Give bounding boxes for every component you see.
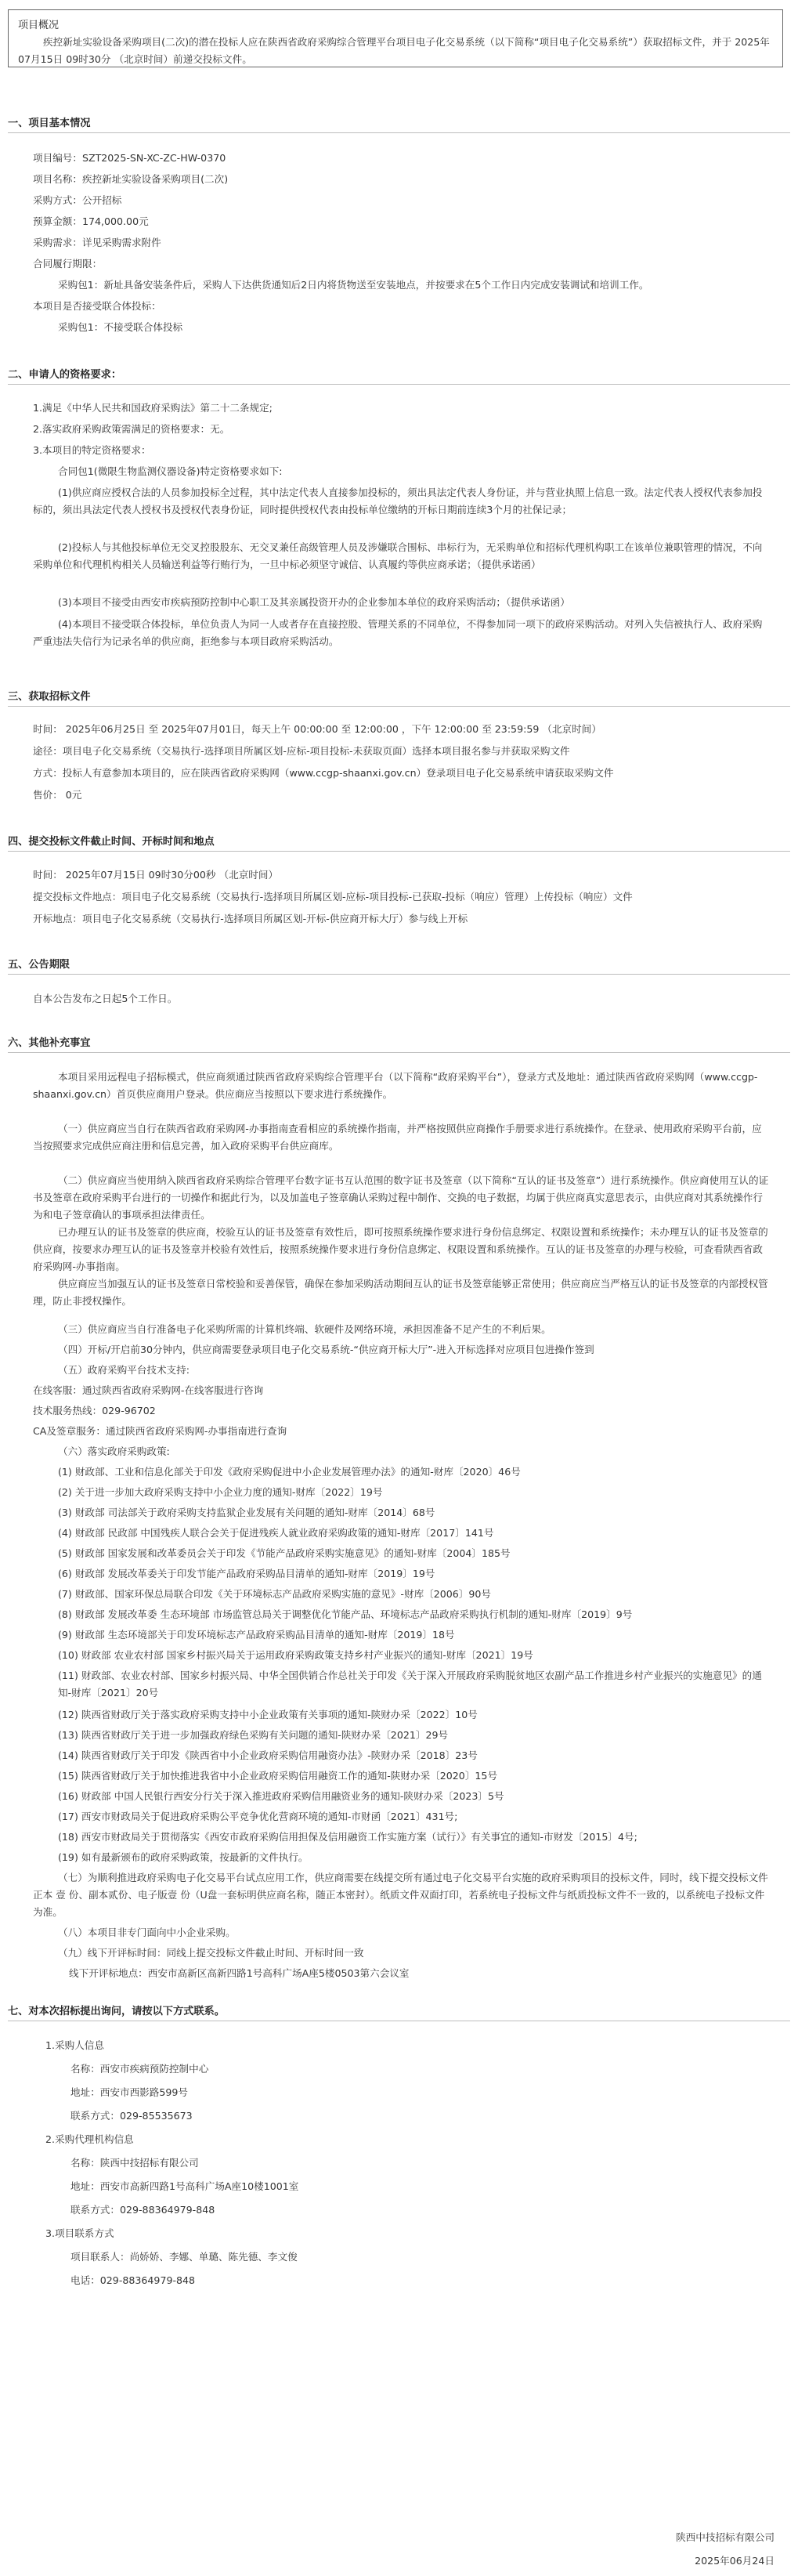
project-contact-phone: 电话：029-88364979-848: [70, 2274, 196, 2286]
support-hotline: 技术服务热线：029-96702: [33, 1405, 156, 1416]
other-paragraph: （七）为顺利推进政府采购电子化交易平台试点应用工作，供应商需要在线提交所有通过电子化交易平台实施的政府采购项目的投标文件，同时，线下提交投标文件正本 壹 份、副本贰份、电子版壹 份（U盘一套标明供应商名称，随正本密封）。纸质文件双面打印，若系统电子投标文件与纸质投标文件不一致的，以系统电子投标文件为准。: [33, 1872, 768, 1918]
agency-address: 地址：西安市高新四路1号高科广场A座10楼1001室: [70, 2180, 299, 2192]
policy-item: (14) 陕西省财政厅关于印发《陕西省中小企业政府采购信用融资办法》-陕财办采〔2018〕23号: [58, 1749, 478, 1761]
policy-item: (11) 财政部、农业农村部、国家乡村振兴局、中华全国供销合作总社关于印发《关于深入开展政府采购脱贫地区农副产品工作推进乡村产业振兴的实施意见》的通知-财库〔2021〕20号: [58, 1670, 762, 1699]
section-divider: [8, 132, 790, 133]
policy-item: (13) 陕西省财政厅关于进一步加强政府绿色采购有关问题的通知-陕财办采〔2021〕29号: [58, 1729, 449, 1741]
section-heading-deadline: 四、提交投标文件截止时间、开标时间和地点: [8, 836, 215, 848]
section-heading-basic-info: 一、项目基本情况: [8, 118, 91, 129]
section-heading-contacts: 七、对本次招标提出询问，请按以下方式联系。: [8, 2006, 225, 2017]
policy-item: (17) 西安市财政局关于促进政府采购公平竞争优化营商环境的通知-市财函〔2021〕431号;: [58, 1811, 458, 1822]
contract-period-label: 合同履行期限：: [33, 258, 103, 270]
contract-period-value: 采购包1：新址具备安装条件后，采购人下达供货通知后2日内将货物送至安装地点，并按要求在5个工作日内完成安装调试和培训工作。: [58, 279, 649, 291]
other-paragraph: 供应商应当加强互认的证书及签章日常校验和妥善保管，确保在参加采购活动期间互认的证书及签章能够正常使用；供应商应当严格互认的证书及签章的内部授权管理，防止非授权操作。: [33, 1278, 768, 1307]
other-line: （八）本项目非专门面向中小企业采购。: [58, 1927, 236, 1938]
section-heading-notice-period: 五、公告期限: [8, 959, 70, 971]
section-divider: [8, 974, 790, 975]
qualification-paragraph: (4)本项目不接受联合体投标，单位负责人为同一人或者存在直接控股、管理关系的不同单位，不得参加同一项下的政府采购活动。对列入失信被执行人、政府采购严重违法失信行为记录名单的供应商，拒绝参与本项目政府采购活动。: [33, 618, 763, 647]
document-price: 售价： 0元: [33, 789, 82, 801]
agency-name: 名称：陕西中技招标有限公司: [70, 2157, 199, 2169]
policy-item: (18) 西安市财政局关于贯彻落实《西安市政府采购信用担保及信用融资工作实施方案（试行）》有关事宜的通知-市财发〔2015〕4号;: [58, 1831, 637, 1843]
project-name: 项目名称：疾控新址实验设备采购项目(二次): [33, 173, 229, 185]
qualification-line: 2.落实政府采购政策需满足的资格要求：无。: [33, 423, 230, 435]
policy-heading: （六）落实政府采购政策:: [58, 1445, 170, 1457]
policy-item: (10) 财政部 农业农村部 国家乡村振兴局关于运用政府采购政策支持乡村产业振兴的通知-财库〔2021〕19号: [58, 1649, 533, 1661]
project-number: 项目编号：SZT2025-SN-XC-ZC-HW-0370: [33, 152, 226, 164]
obtain-channel: 途径：项目电子化交易系统（交易执行-选择项目所属区划-应标-项目投标-未获取页面）选择本项目报名参与并获取采购文件: [33, 745, 570, 757]
footer-organization: 陕西中技招标有限公司: [676, 2531, 775, 2543]
policy-item: (7) 财政部、国家环保总局联合印发《关于环境标志产品政府采购实施的意见》-财库〔2006〕90号: [58, 1588, 492, 1600]
other-paragraph: 本项目采用远程电子招标模式，供应商须通过陕西省政府采购综合管理平台（以下简称“政府采购平台”），登录方式及地址：通过陕西省政府采购网（www.ccgp-shaanxi.gov.cn）首页供应商用户登录。供应商应当按照以下要求进行系统操作。: [33, 1071, 758, 1100]
other-paragraph: （一）供应商应当自行在陕西省政府采购网-办事指南查看相应的系统操作指南，并严格按照供应商操作手册要求进行系统操作。在登录、使用政府采购平台前，应当按照要求完成供应商注册和信息完善，加入政府采购平台供应商库。: [33, 1123, 762, 1152]
opening-location: 开标地点：项目电子化交易系统（交易执行-选择项目所属区划-开标-供应商开标大厅）参与线上开标: [33, 913, 468, 924]
procurement-method: 采购方式：公开招标: [33, 194, 122, 206]
section-heading-qualifications: 二、申请人的资格要求：: [8, 369, 122, 381]
policy-item: (5) 财政部 国家发展和改革委员会关于印发《节能产品政府采购实施意见》的通知-财库〔2004〕185号: [58, 1547, 511, 1559]
policy-item: (2) 关于进一步加大政府采购支持中小企业力度的通知-财库〔2022〕19号: [58, 1486, 383, 1498]
agency-phone: 联系方式：029-88364979-848: [70, 2204, 215, 2216]
obtain-time: 时间： 2025年06月25日 至 2025年07月01日，每天上午 00:00:00 至 12:00:00 ，下午 12:00:00 至 23:59:59 （北京时间）: [33, 723, 601, 735]
policy-item: (1) 财政部、工业和信息化部关于印发《政府采购促进中小企业发展管理办法》的通知-财库〔2020〕46号: [58, 1466, 521, 1478]
deadline-time: 时间： 2025年07月15日 09时30分00秒 （北京时间）: [33, 869, 279, 881]
purchaser-phone: 联系方式：029-85535673: [70, 2110, 193, 2122]
purchaser-heading: 1.采购人信息: [45, 2039, 104, 2051]
qualification-line: 3.本项目的特定资格要求：: [33, 444, 151, 456]
online-service: 在线客服：通过陕西省政府采购网-在线客服进行咨询: [33, 1384, 264, 1396]
footer-date: 2025年06月24日: [695, 2555, 775, 2567]
other-line: （四）开标/开启前30分钟内，供应商需要登录项目电子化交易系统-“供应商开标大厅”-进入开标选择对应项目包进操作签到: [58, 1344, 594, 1355]
procurement-requirement: 采购需求：详见采购需求附件: [33, 237, 161, 248]
policy-item: (6) 财政部 发展改革委关于印发节能产品政府采购品目清单的通知-财库〔2019〕19号: [58, 1568, 435, 1579]
overview-body: 疾控新址实验设备采购项目(二次)的潜在投标人应在陕西省政府采购综合管理平台项目电子化交易系统（以下简称“项目电子化交易系统”）获取招标文件，并于 2025年07月15日 09时30分 （北京时间）前递交投标文件。: [18, 36, 770, 65]
qualification-paragraph: (1)供应商应授权合法的人员参加投标全过程，其中法定代表人直接参加投标的，须出具法定代表人身份证，并与营业执照上信息一致。法定代表人授权代表参加投标的，须出具法定代表人授权书及授权代表身份证，同时提供授权代表由投标单位缴纳的开标日期前连续3个月的社保记录；: [33, 487, 763, 516]
project-contact-persons: 项目联系人：尚娇娇、李娜、单璐、陈先德、李文俊: [70, 2251, 298, 2263]
section-divider: [8, 384, 790, 385]
policy-item: (12) 陕西省财政厅关于落实政府采购支持中小企业政策有关事项的通知-陕财办采〔2022〕10号: [58, 1709, 478, 1720]
project-overview-box: [8, 9, 783, 67]
other-paragraph: （二）供应商应当使用纳入陕西省政府采购综合管理平台数字证书互认范围的数字证书及签章（以下简称“互认的证书及签章”）进行系统操作。供应商使用互认的证书及签章在政府采购平台进行的一切操作和据此行为，以及加盖电子签章确认采购过程中制作、交换的电子数据，均属于供应商真实意思表示，由供应商对其系统操作行为和电子签章确认的事项承担法律责任。: [33, 1174, 769, 1221]
policy-item: (3) 财政部 司法部关于政府采购支持监狱企业发展有关问题的通知-财库〔2014〕68号: [58, 1507, 435, 1518]
policy-item: (8) 财政部 发展改革委 生态环境部 市场监管总局关于调整优化节能产品、环境标志产品政府采购执行机制的通知-财库〔2019〕9号: [58, 1608, 633, 1620]
qualification-paragraph: (3)本项目不接受由西安市疾病预防控制中心职工及其亲属投资开办的企业参加本单位的政府采购活动；（提供承诺函）: [58, 596, 570, 608]
qualification-paragraph: (2)投标人与其他投标单位无交叉控股股东、无交叉兼任高级管理人员及涉嫌联合围标、串标行为，无采购单位和招标代理机构职工在该单位兼职管理的情况，不向采购单位和代理机构相关人员输送利益等行贿行为，一旦中标必须坚守诚信、认真履约等供应商承诺；（提供承诺函）: [33, 541, 763, 570]
submission-location: 提交投标文件地点：项目电子化交易系统（交易执行-选择项目所属区划-应标-项目投标-已获取-投标（响应）管理）上传投标（响应）文件: [33, 891, 633, 903]
budget-amount: 预算金额：174,000.00元: [33, 215, 149, 227]
policy-item: (16) 财政部 中国人民银行西安分行关于深入推进政府采购信用融资业务的通知-陕财办采〔2023〕5号: [58, 1790, 504, 1802]
purchaser-name: 名称：西安市疾病预防控制中心: [70, 2063, 209, 2075]
other-line: （三）供应商应当自行准备电子化采购所需的计算机终端、软硬件及网络环境，承担因准备不足产生的不利后果。: [58, 1323, 551, 1335]
section-divider: [8, 1052, 790, 1053]
other-paragraph: 已办理互认的证书及签章的供应商，校验互认的证书及签章有效性后，即可按照系统操作要求进行身份信息绑定、权限设置和系统操作；未办理互认的证书及签章的供应商，按要求办理互认的证书及签章并校验有效性后，按照系统操作要求进行身份信息绑定、权限设置和系统操作。互认的证书及签章的办理与校验，可查看陕西省政府采购网-办事指南。: [33, 1226, 768, 1272]
policy-item: (19) 如有最新颁布的政府采购政策，按最新的文件执行。: [58, 1851, 309, 1863]
notice-period-text: 自本公告发布之日起5个工作日。: [33, 993, 178, 1004]
project-contact-heading: 3.项目联系方式: [45, 2227, 114, 2239]
ca-service: CA及签章服务：通过陕西省政府采购网-办事指南进行查询: [33, 1425, 287, 1437]
offline-opening-location: 线下开评标地点：西安市高新区高新四路1号高科广场A座5楼0503第六会议室: [69, 1967, 410, 1979]
overview-title: 项目概况: [18, 20, 60, 31]
obtain-method: 方式：投标人有意参加本项目的，应在陕西省政府采购网（www.ccgp-shaanxi.gov.cn）登录项目电子化交易系统申请获取采购文件: [33, 767, 614, 779]
qualification-package-heading: 合同包1(微限生物监测仪器设备)特定资格要求如下:: [58, 465, 283, 477]
policy-item: (15) 陕西省财政厅关于加快推进我省中小企业政府采购信用融资工作的通知-陕财办采〔2020〕15号: [58, 1770, 498, 1782]
section-divider: [8, 851, 790, 852]
policy-item: (9) 财政部 生态环境部关于印发环境标志产品政府采购品目清单的通知-财库〔2019〕18号: [58, 1629, 455, 1641]
offline-opening-time: （九）线下开评标时间：同线上提交投标文件截止时间、开标时间一致: [58, 1947, 364, 1959]
section-divider: [8, 706, 790, 707]
purchaser-address: 地址：西安市西影路599号: [70, 2086, 188, 2098]
agency-heading: 2.采购代理机构信息: [45, 2133, 134, 2145]
policy-item: (4) 财政部 民政部 中国残疾人联合会关于促进残疾人就业政府采购政策的通知-财库〔2017〕141号: [58, 1527, 494, 1539]
section-heading-other-matters: 六、其他补充事宜: [8, 1037, 91, 1049]
consortium-label: 本项目是否接受联合体投标：: [33, 300, 161, 312]
qualification-line: 1.满足《中华人民共和国政府采购法》第二十二条规定;: [33, 402, 273, 414]
consortium-value: 采购包1：不接受联合体投标: [58, 321, 183, 333]
tech-support-heading: （五）政府采购平台技术支持:: [58, 1364, 190, 1376]
section-heading-obtain-documents: 三、获取招标文件: [8, 691, 91, 703]
